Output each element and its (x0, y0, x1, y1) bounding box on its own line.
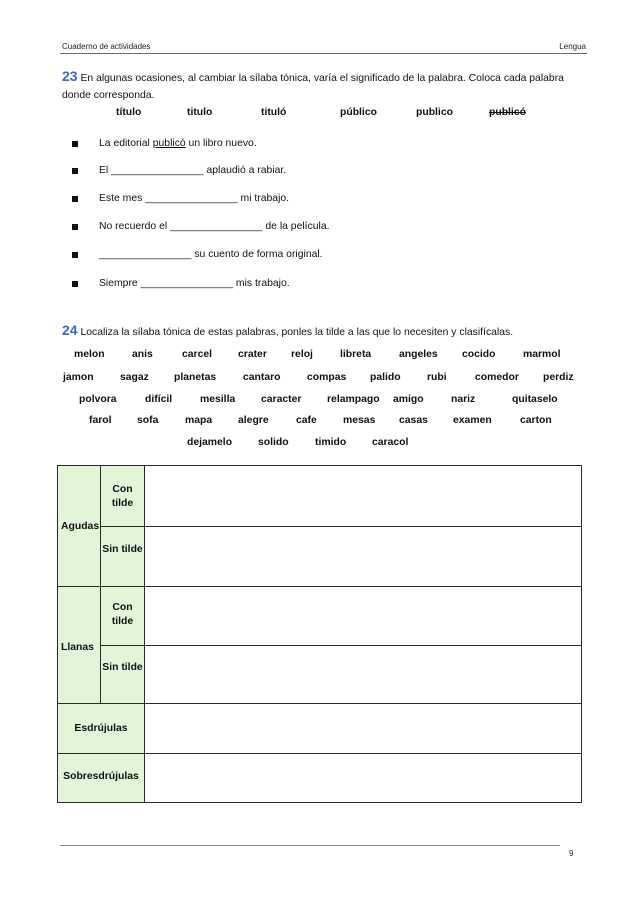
word-bank-item: tituló (261, 107, 287, 118)
bullet-square-icon (72, 168, 78, 174)
word-item: crater (238, 349, 267, 360)
word-item: mesas (343, 415, 376, 426)
subcategory-con-tilde (100, 465, 145, 527)
word-item: caracter (261, 394, 302, 405)
sentence-text (99, 138, 257, 149)
subcategory-label: Con tilde (111, 484, 134, 509)
word-item: timido (315, 437, 347, 448)
word-item: examen (453, 415, 492, 426)
word-item: sofa (137, 415, 159, 426)
subcategory-label: Con tilde (111, 602, 134, 627)
sentence-text: El ________________ aplaudió a rabiar. (99, 165, 287, 176)
classification-table (57, 465, 582, 803)
page-number: 9 (569, 849, 574, 858)
header-left: Cuaderno de actividades (62, 42, 151, 51)
word-item: carton (520, 415, 552, 426)
sentence-text-before: La editorial (99, 138, 153, 149)
category-label: Llanas (61, 642, 94, 653)
word-bank-item-used: publicó (489, 107, 526, 118)
word-item: amigo (393, 394, 424, 405)
word-item: planetas (174, 372, 217, 383)
word-item: cafe (296, 415, 317, 426)
category-esdrujulas (57, 703, 145, 754)
word-item: caracol (372, 437, 409, 448)
word-item: carcel (182, 349, 213, 360)
word-item: angeles (399, 349, 438, 360)
bullet-square-icon (72, 281, 78, 287)
word-item: solido (258, 437, 289, 448)
subcategory-label: Sin tilde (102, 662, 143, 673)
word-item: libreta (340, 349, 372, 360)
word-item: cocido (462, 349, 496, 360)
word-item: reloj (291, 349, 313, 360)
word-bank-item: título (116, 107, 142, 118)
word-item: casas (399, 415, 428, 426)
sentence-text: ________________ su cuento de forma original. (99, 249, 323, 260)
category-label: Agudas (61, 521, 100, 532)
exercise-23-word-bank (62, 107, 588, 121)
bullet-square-icon (72, 224, 78, 230)
answer-cell[interactable] (144, 586, 582, 646)
word-item: cantaro (243, 372, 281, 383)
category-agudas (57, 465, 101, 587)
word-item: jamon (63, 372, 94, 383)
sentence-text: Siempre ________________ mis trabajo. (99, 278, 290, 289)
word-bank-item: publico (416, 107, 453, 118)
word-bank-item: público (340, 107, 377, 118)
word-item: melon (74, 349, 105, 360)
answer-cell[interactable] (144, 645, 582, 704)
category-label: Esdrújulas (74, 723, 128, 734)
answer-cell[interactable] (144, 753, 582, 803)
sentence-text: Este mes ________________ mi trabajo. (99, 193, 290, 204)
word-item: farol (89, 415, 112, 426)
sentence-text: No recuerdo el ________________ de la película. (99, 221, 330, 232)
word-item: mapa (185, 415, 213, 426)
word-item: compas (307, 372, 347, 383)
subcategory-con-tilde (100, 586, 145, 646)
word-item: sagaz (120, 372, 149, 383)
answer-cell[interactable] (144, 526, 582, 587)
word-item: mesilla (200, 394, 236, 405)
answer-cell[interactable] (144, 465, 582, 527)
subcategory-label: Sin tilde (102, 544, 143, 555)
subcategory-sin-tilde (100, 526, 145, 587)
exercise-23-instruction (62, 68, 588, 104)
word-item: rubi (427, 372, 447, 383)
word-item: nariz (451, 394, 476, 405)
category-llanas (57, 586, 101, 704)
word-item: difícil (145, 394, 173, 405)
category-label: Sobresdrújulas (63, 771, 139, 782)
word-item: perdiz (543, 372, 574, 383)
word-item: alegre (238, 415, 269, 426)
bullet-square-icon (72, 196, 78, 202)
word-item: relampago (327, 394, 380, 405)
exercise-number-23: 23 (62, 68, 78, 84)
word-bank-item: titulo (187, 107, 213, 118)
word-item: marmol (523, 349, 561, 360)
answer-cell[interactable] (144, 703, 582, 754)
exercise-23-text: En algunas ocasiones, al cambiar la sílaba tónica, varía el significado de la palabra. Coloca cada palabra donde corresponda. (62, 73, 564, 101)
footer-divider (60, 845, 560, 846)
word-item: palido (370, 372, 401, 383)
bullet-square-icon (72, 252, 78, 258)
header-divider (60, 53, 587, 54)
subcategory-sin-tilde (100, 645, 145, 704)
sentence-answer: publicó (152, 138, 186, 149)
word-item: comedor (475, 372, 519, 383)
exercise-24-instruction (62, 322, 588, 338)
bullet-square-icon (72, 141, 78, 147)
word-item: polvora (79, 394, 117, 405)
exercise-24-text: Localiza la sílaba tónica de estas palabras, ponles la tilde a las que lo necesiten y clasifícalas. (80, 327, 514, 338)
word-item: dejamelo (187, 437, 233, 448)
word-item: anis (132, 349, 153, 360)
header-right: Lengua (559, 42, 586, 51)
category-sobresdrujulas (57, 753, 145, 803)
word-item: quitaselo (512, 394, 558, 405)
exercise-number-24: 24 (62, 322, 78, 338)
sentence-text-after: un libro nuevo. (185, 138, 257, 149)
